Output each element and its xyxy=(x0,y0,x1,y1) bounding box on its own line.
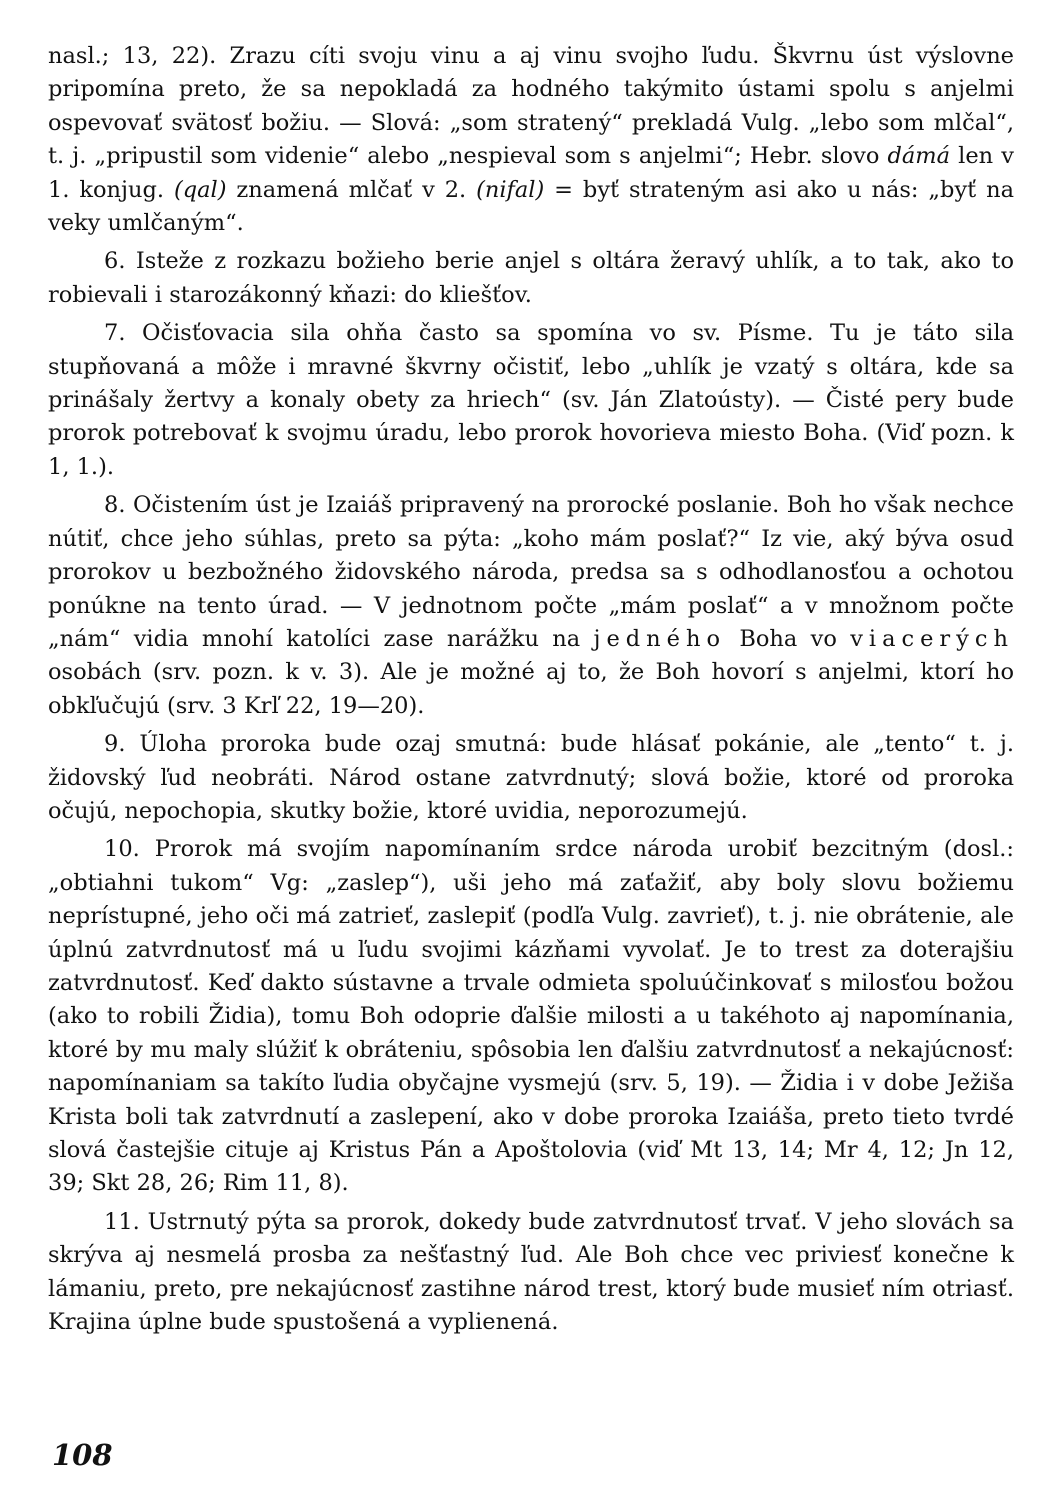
spaced-emphasis: jedného xyxy=(593,625,727,652)
text-run: 6. Isteže z rozkazu božieho berie anjel s oltára žeravý uhlík, a to tak, ako to robievali i starozákonný kňazi: do kliešťov. xyxy=(48,248,1014,308)
text-run: = byť strateným asi ako u nás: „byť na veky umlčaným“. xyxy=(48,176,1014,237)
text-run: 10. Prorok má svojím napomínaním srdce národa urobiť bezcitným (dosl.: „obtiahni tukom“ Vg: „zaslep“), uši jeho má zaťažiť, aby boly slovu božiemu neprístupné, jeho oči má zatrieť, zaslepiť (podľa Vulg. zavrieť), t. j. nie obrátenie, ale úplnú zatvrdnutosť má u ľudu svojimi kázňami vyvolať. Je to trest za doterajšiu zatvrdnutosť. Keď dakto sústavne a trvale odmieta spoluúčinkovať s milosťou božou (ako to robili Židia), tomu Boh odoprie ďalšie milosti a u takéhoto aj napomínania, ktoré by mu maly slúžiť k obráteniu, spôsobia len ďalšiu zatvrdnutosť a nekajúcnosť: napomínaniam sa takíto ľudia obyčajne vysmejú (srv. 5, 19). — Židia i v dobe Ježiša Krista boli tak zatvrdnutí a zaslepení, ako v dobe proroka Izaiáša, preto tieto tvrdé slová častejšie cituje aj Kristus Pán a Apoštolovia (viď Mt 13, 14; Mr 4, 12; Jn 12, 39; Skt 28, 26; Rim 11, 8). xyxy=(48,836,1014,1197)
paragraph-verse-6 xyxy=(48,245,1014,312)
paragraph xyxy=(48,40,1014,240)
paragraph-verse-7 xyxy=(48,317,1014,484)
italic-hebrew-word: dámá xyxy=(887,143,951,170)
text-run: 11. Ustrnutý pýta sa prorok, dokedy bude zatvrdnutosť trvať. V jeho slovách sa skrýva aj nesmelá prosba za nešťastný ľud. Ale Boh chce vec priviesť konečne k lámaniu, preto, pre nekajúcnosť zastihne národ trest, ktorý bude musieť ním otriasť. Krajina úplne bude spustošená a vyplienená. xyxy=(48,1208,1014,1336)
italic-term: (qal) xyxy=(173,176,227,203)
italic-term: (nifal) xyxy=(476,176,545,203)
text-run: 7. Očisťovacia sila ohňa často sa spomína vo sv. Písme. Tu je táto sila stupňovaná a môže i mravné škvrny očistiť, lebo „uhlík je vzatý s oltára, kde sa prinášaly žertvy a konaly obety za hriech“ (sv. Ján Zlatoústy). — Čisté pery bude prorok potrebovať k svojmu úradu, lebo prorok hovorieva miesto Boha. (Viď pozn. k 1, 1.). xyxy=(48,320,1014,480)
text-run: nasl.; 13, 22). Zrazu cíti svoju vinu a aj vinu svojho ľudu. Škvrnu úst výslovne pripomína preto, že sa nepokladá za hodného takýmito ústami spolu s anjelmi ospevovať svätosť božiu. — Slová: „som stratený“ prekladá Vulg. „lebo som mlčal“, t. j. „pripustil som videnie“ alebo „nespieval som s anjelmi“; Hebr. slovo xyxy=(48,43,1014,170)
text-run: 9. Úloha proroka bude ozaj smutná: bude hlásať pokánie, ale „tento“ t. j. židovský ľud neobráti. Národ ostane zatvrdnutý; slová božie, ktoré od proroka očujú, nepochopia, skutky božie, ktoré uvidia, neporozumejú. xyxy=(48,731,1014,824)
text-run: osobách (srv. pozn. k v. 3). Ale je možné aj to, že Boh hovorí s anjelmi, ktorí ho obkľučujú (srv. 3 Krľ 22, 19—20). xyxy=(48,659,1014,719)
paragraph-verse-10 xyxy=(48,833,1014,1200)
text-run: znamená mlčať v 2. xyxy=(226,176,477,203)
text-run: Boha vo xyxy=(726,625,851,652)
spaced-emphasis: viacerých xyxy=(850,625,1014,652)
paragraph-verse-8 xyxy=(48,489,1014,723)
paragraph-verse-9 xyxy=(48,728,1014,828)
text-run: len v 1. konjug. xyxy=(48,143,1014,203)
commentary-text xyxy=(48,40,1014,1344)
text-run: 8. Očistením úst je Izaiáš pripravený na prorocké poslanie. Boh ho však nechce nútiť, chce jeho súhlas, preto sa pýta: „koho mám poslať?“ Iz vie, aký býva osud prorokov u bezbožného židovského národa, predsa sa s odhodlanosťou a ochotou ponúkne na tento úrad. — V jednotnom počte „mám poslať“ a v množnom počte „nám“ vidia mnohí katolíci zase narážku na xyxy=(48,492,1014,652)
page-number: 108 xyxy=(52,1438,113,1472)
paragraph-verse-11 xyxy=(48,1206,1014,1340)
